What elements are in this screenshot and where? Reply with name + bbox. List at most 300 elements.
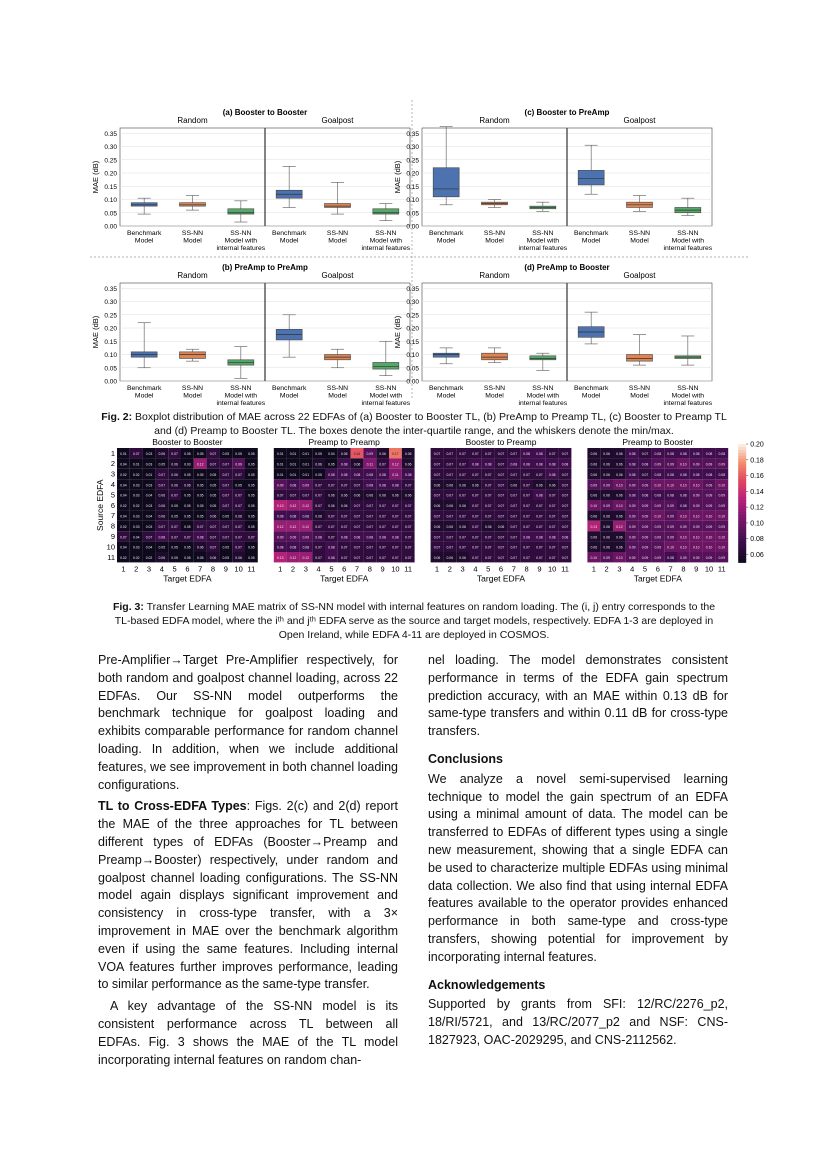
- cell-value: 0.07: [315, 504, 322, 509]
- cell-value: 0.07: [379, 514, 386, 519]
- left-paragraph-1: Pre-Amplifier→Target Pre-Amplifier respectively, for both random and goalpost channel loading, across 22 EDFAs. Our SS-NN model outperforms the benchmark technique for goalpost loading and exhibits comparable performance for random channel loading. In addition, when we include additional features, we see improvement in both channel loading configurations.: [98, 653, 398, 792]
- group-label-random: Random: [479, 116, 510, 125]
- x-tick-label: 10: [704, 564, 714, 574]
- cell-value: 0.01: [302, 472, 310, 477]
- colorbar-tick-label: 0.18: [750, 457, 764, 465]
- cell-value: 0.11: [366, 462, 373, 467]
- cell-value: 0.07: [497, 504, 505, 509]
- cell-value: 0.12: [302, 556, 310, 561]
- y-axis-label: MAE (dB): [91, 160, 100, 194]
- y-axis-label: Source EDFA: [95, 479, 105, 531]
- cell-value: 0.09: [628, 545, 636, 550]
- cell-value: 0.07: [536, 514, 543, 519]
- x-tick-label: Benchmark: [126, 230, 162, 237]
- x-tick-label: 6: [498, 564, 504, 574]
- cell-value: 0.04: [120, 514, 127, 519]
- cell-value: 0.08: [680, 504, 687, 509]
- cell-value: 0.08: [548, 535, 556, 540]
- cell-value: 0.06: [616, 514, 623, 519]
- cell-value: 0.07: [561, 483, 569, 488]
- colorbar-segment: [738, 488, 746, 491]
- cell-value: 0.07: [641, 472, 649, 477]
- x-tick-label: 10: [548, 564, 557, 574]
- colorbar: [738, 442, 764, 563]
- cell-value: 0.09: [705, 483, 713, 488]
- cell-value: 0.08: [536, 452, 543, 457]
- x-tick-label: Model with: [224, 392, 258, 400]
- cell-value: 0.09: [667, 524, 674, 529]
- cell-value: 0.09: [235, 462, 242, 467]
- cell-value: 0.17: [392, 452, 399, 457]
- cell-value: 0.09: [641, 545, 649, 550]
- cell-value: 0.05: [184, 504, 191, 509]
- colorbar-segment: [738, 497, 746, 500]
- x-tick-label: 7: [511, 564, 516, 574]
- cell-value: 0.06: [548, 483, 556, 488]
- x-tick-label: 7: [668, 564, 673, 574]
- cell-value: 0.07: [353, 545, 361, 550]
- cell-value: 0.07: [472, 452, 479, 457]
- x-tick-label: Model: [630, 237, 649, 245]
- cell-value: 0.07: [497, 452, 505, 457]
- cell-value: 0.01: [289, 472, 297, 477]
- cell-value: 0.08: [641, 462, 649, 467]
- cell-value: 0.07: [484, 483, 492, 488]
- cell-value: 0.06: [158, 452, 166, 457]
- boxplot-panel-a: [91, 108, 411, 252]
- cell-value: 0.08: [379, 483, 386, 488]
- x-tick-label: SS-NN: [532, 385, 554, 392]
- cell-value: 0.06: [315, 462, 322, 467]
- cell-value: 0.07: [222, 524, 230, 529]
- cell-value: 0.07: [235, 493, 242, 498]
- cell-value: 0.08: [392, 483, 399, 488]
- cell-value: 0.05: [171, 504, 178, 509]
- cell-value: 0.08: [667, 556, 674, 561]
- cell-value: 0.07: [459, 545, 466, 550]
- panel-title: (d) PreAmp to Booster: [524, 263, 610, 272]
- cell-value: 0.07: [548, 452, 556, 457]
- cell-value: 0.05: [222, 514, 230, 519]
- x-tick-label: 11: [404, 564, 413, 574]
- y-tick-label: 0.25: [104, 312, 117, 320]
- colorbar-segment: [738, 527, 746, 530]
- cell-value: 0.10: [718, 545, 726, 550]
- cell-value: 0.05: [196, 504, 204, 509]
- cell-value: 0.07: [472, 493, 479, 498]
- cell-value: 0.07: [446, 493, 454, 498]
- cell-value: 0.09: [628, 524, 636, 529]
- left-paragraph-3: A key advantage of the SS-NN model is its consistent performance across TL between all EDFAs. Fig. 3 shows the MAE of the TL model incorporating internal features on random chan-: [98, 999, 398, 1067]
- cell-value: 0.07: [497, 535, 505, 540]
- x-tick-label: SS-NN: [628, 385, 651, 392]
- y-tick-label: 0.30: [406, 144, 419, 152]
- cell-value: 0.07: [510, 556, 518, 561]
- cell-value: 0.07: [510, 535, 518, 540]
- cell-value: 0.07: [366, 545, 374, 550]
- cell-value: 0.09: [692, 556, 700, 561]
- cell-value: 0.10: [705, 514, 713, 519]
- x-tick-label: 1: [121, 564, 126, 574]
- x-tick-label: Model: [183, 237, 202, 245]
- cell-value: 0.09: [603, 556, 610, 561]
- cell-value: 0.05: [209, 504, 217, 509]
- cell-value: 0.07: [459, 472, 466, 477]
- colorbar-segment: [738, 536, 746, 539]
- heatmap-title: Preamp to Preamp: [308, 437, 380, 447]
- cell-value: 0.06: [484, 524, 492, 529]
- cell-value: 0.06: [433, 524, 441, 529]
- x-tick-label: 1: [591, 564, 596, 574]
- colorbar-segment: [738, 450, 746, 453]
- cell-value: 0.05: [184, 452, 191, 457]
- cell-value: 0.06: [158, 556, 166, 561]
- y-tick-label: 0.15: [406, 183, 419, 191]
- cell-value: 0.06: [446, 483, 454, 488]
- cell-value: 0.07: [459, 514, 466, 519]
- cell-value: 0.07: [472, 545, 479, 550]
- cell-value: 0.06: [603, 524, 610, 529]
- cell-value: 0.12: [392, 462, 399, 467]
- colorbar-segment: [738, 524, 746, 527]
- cell-value: 0.07: [484, 514, 492, 519]
- cell-value: 0.06: [497, 524, 505, 529]
- cell-value: 0.07: [484, 493, 492, 498]
- x-tick-label: 5: [642, 564, 648, 574]
- x-tick-label: Model: [485, 392, 504, 400]
- cell-value: 0.08: [680, 452, 687, 457]
- cell-value: 0.04: [120, 483, 127, 488]
- colorbar-segment: [738, 518, 746, 521]
- cell-value: 0.02: [132, 504, 140, 509]
- cell-value: 0.09: [680, 524, 687, 529]
- cell-value: 0.08: [328, 545, 335, 550]
- colorbar-segment: [738, 559, 746, 562]
- cell-value: 0.07: [315, 524, 322, 529]
- colorbar-segment: [738, 554, 746, 557]
- x-tick-label: internal features: [216, 400, 266, 407]
- cell-value: 0.07: [523, 472, 530, 477]
- cell-value: 0.08: [718, 452, 726, 457]
- cell-value: 0.06: [536, 483, 543, 488]
- colorbar-segment: [738, 521, 746, 524]
- cell-value: 0.04: [145, 545, 153, 550]
- cell-value: 0.12: [276, 524, 284, 529]
- cell-value: 0.07: [510, 472, 518, 477]
- cell-value: 0.06: [328, 493, 335, 498]
- y-tick-label: 0.35: [406, 285, 419, 293]
- cell-value: 0.07: [209, 452, 217, 457]
- cell-value: 0.05: [248, 462, 255, 467]
- x-tick-label: internal features: [663, 245, 713, 252]
- cell-value: 0.08: [340, 462, 348, 467]
- cell-value: 0.09: [276, 483, 284, 488]
- cell-value: 0.06: [603, 535, 610, 540]
- colorbar-segment: [738, 509, 746, 512]
- x-tick-label: Benchmark: [573, 230, 609, 237]
- cell-value: 0.07: [561, 452, 569, 457]
- cell-value: 0.12: [302, 504, 310, 509]
- x-tick-label: 2: [604, 564, 609, 574]
- y-axis-label: MAE (dB): [393, 160, 402, 194]
- cell-value: 0.05: [196, 483, 204, 488]
- cell-value: 0.09: [289, 535, 297, 540]
- cell-value: 0.06: [366, 493, 374, 498]
- cell-value: 0.09: [654, 545, 662, 550]
- cell-value: 0.12: [196, 462, 204, 467]
- cell-value: 0.07: [484, 472, 492, 477]
- cell-value: 0.07: [276, 493, 284, 498]
- cell-value: 0.08: [628, 472, 636, 477]
- colorbar-segment: [738, 512, 746, 515]
- colorbar-tick-label: 0.10: [750, 520, 764, 528]
- x-tick-label: Model: [279, 392, 299, 400]
- box-ss-nn-model-with-internal-features: [530, 356, 556, 360]
- colorbar-tick-label: 0.14: [750, 488, 764, 496]
- cell-value: 0.01: [132, 462, 140, 467]
- x-tick-label: Model with: [671, 237, 705, 245]
- acknowledgements-heading: Acknowledgements: [428, 977, 546, 992]
- cell-value: 0.05: [184, 514, 191, 519]
- cell-value: 0.10: [718, 514, 726, 519]
- cell-value: 0.02: [120, 504, 127, 509]
- box-benchmark-model: [131, 203, 157, 206]
- cell-value: 0.06: [590, 514, 598, 519]
- cell-value: 0.07: [433, 535, 441, 540]
- cell-value: 0.07: [497, 545, 505, 550]
- cell-value: 0.05: [248, 556, 255, 561]
- x-tick-label: Benchmark: [428, 230, 464, 237]
- cell-value: 0.07: [235, 545, 242, 550]
- cell-value: 0.09: [718, 462, 726, 467]
- cell-value: 0.07: [523, 514, 530, 519]
- x-tick-label: Benchmark: [271, 385, 307, 392]
- cell-value: 0.09: [641, 504, 649, 509]
- x-tick-label: internal features: [361, 245, 411, 252]
- cell-value: 0.07: [392, 514, 399, 519]
- cell-value: 0.10: [654, 483, 662, 488]
- cell-value: 0.08: [379, 472, 386, 477]
- cell-value: 0.09: [692, 493, 700, 498]
- y-tick-label: 0.25: [406, 312, 419, 320]
- cell-value: 0.06: [392, 493, 399, 498]
- cell-value: 0.07: [379, 504, 386, 509]
- cell-value: 0.09: [718, 493, 726, 498]
- y-tick-label: 0.35: [406, 130, 419, 138]
- cell-value: 0.07: [561, 504, 569, 509]
- cell-value: 0.07: [379, 556, 386, 561]
- cell-value: 0.06: [158, 504, 166, 509]
- cell-value: 0.08: [158, 535, 166, 540]
- cell-value: 0.07: [235, 524, 242, 529]
- group-label-random: Random: [177, 116, 208, 125]
- cell-value: 0.07: [353, 504, 361, 509]
- cell-value: 0.05: [184, 493, 191, 498]
- cell-value: 0.01: [302, 452, 310, 457]
- cell-value: 0.08: [289, 483, 297, 488]
- cell-value: 0.06: [433, 483, 441, 488]
- cell-value: 0.06: [590, 545, 598, 550]
- cell-value: 0.09: [718, 504, 726, 509]
- cell-value: 0.07: [561, 493, 569, 498]
- cell-value: 0.01: [120, 452, 127, 457]
- cell-value: 0.10: [654, 514, 662, 519]
- colorbar-segment: [738, 482, 746, 485]
- cell-value: 0.08: [628, 493, 636, 498]
- cell-value: 0.08: [705, 452, 713, 457]
- cell-value: 0.07: [484, 535, 492, 540]
- cell-value: 0.10: [667, 545, 674, 550]
- figure-2-caption: [98, 410, 730, 438]
- cell-value: 0.09: [718, 524, 726, 529]
- cell-value: 0.07: [536, 556, 543, 561]
- cell-value: 0.08: [366, 483, 374, 488]
- y-tick-label: 0.00: [406, 378, 419, 386]
- cell-value: 0.07: [523, 524, 530, 529]
- left-paragraph-2-text: : Figs. 2(c) and 2(d) report the MAE of the three approaches for TL between different types of EDFAs (Booster→Preamp and Preamp→Booster) respectively, under random and goalpost channel loading configurations. The SS-NN model again displays significant improvement and consistency in cross-type transfer, with a 3× improvement in MAE over the benchmark algorithm even if using the same features. Including internal VOA features further improves performance, leading to similar performance as the same-type transfer.: [98, 799, 398, 992]
- figure-2-boxplots: [90, 100, 750, 410]
- y-tick-label: 0.00: [104, 378, 117, 386]
- colorbar-segment: [738, 462, 746, 465]
- cell-value: 0.05: [222, 545, 230, 550]
- cell-value: 0.02: [120, 556, 127, 561]
- cell-value: 0.01: [145, 472, 153, 477]
- cell-value: 0.10: [616, 556, 623, 561]
- x-tick-label: SS-NN: [326, 230, 349, 237]
- cell-value: 0.06: [353, 462, 361, 467]
- cell-value: 0.09: [628, 535, 636, 540]
- cell-value: 0.04: [145, 493, 153, 498]
- y-tick-label: 0.20: [104, 170, 117, 178]
- cell-value: 0.09: [628, 483, 636, 488]
- cell-value: 0.07: [353, 556, 361, 561]
- cell-value: 0.06: [590, 493, 598, 498]
- colorbar-segment: [738, 465, 746, 468]
- cell-value: 0.07: [561, 524, 569, 529]
- cell-value: 0.03: [132, 545, 140, 550]
- cell-value: 0.08: [523, 462, 530, 467]
- cell-value: 0.09: [692, 462, 700, 467]
- cell-value: 0.05: [248, 493, 255, 498]
- cell-value: 0.07: [222, 493, 230, 498]
- cell-value: 0.07: [315, 556, 322, 561]
- box-ss-nn-model: [325, 203, 351, 207]
- cell-value: 0.06: [603, 462, 610, 467]
- x-tick-label: Model: [183, 392, 202, 400]
- cell-value: 0.09: [641, 556, 649, 561]
- boxplot-panel-d: [393, 263, 713, 407]
- x-tick-label: Model: [485, 237, 504, 245]
- cell-value: 0.07: [497, 483, 505, 488]
- x-tick-label: internal features: [361, 400, 411, 407]
- cell-value: 0.10: [692, 483, 700, 488]
- cell-value: 0.06: [603, 514, 610, 519]
- y-tick-label: 0.00: [104, 223, 117, 231]
- cell-value: 0.03: [184, 462, 191, 467]
- y-tick-label: 0.25: [104, 157, 117, 165]
- x-tick-label: Model: [328, 237, 347, 245]
- x-tick-label: 2: [134, 564, 139, 574]
- cell-value: 0.08: [366, 535, 374, 540]
- x-tick-label: 6: [185, 564, 190, 574]
- cell-value: 0.07: [536, 472, 543, 477]
- cell-value: 0.09: [705, 493, 713, 498]
- cell-value: 0.07: [497, 514, 505, 519]
- y-tick-label: 0.05: [104, 210, 117, 218]
- x-tick-label: internal features: [663, 400, 713, 407]
- cell-value: 0.07: [510, 545, 518, 550]
- cell-value: 0.10: [680, 514, 687, 519]
- cell-value: 0.06: [196, 545, 204, 550]
- cell-value: 0.02: [145, 556, 153, 561]
- cell-value: 0.07: [145, 535, 153, 540]
- cell-value: 0.07: [548, 545, 556, 550]
- cell-value: 0.09: [641, 524, 649, 529]
- cell-value: 0.07: [497, 493, 505, 498]
- cell-value: 0.08: [289, 514, 297, 519]
- cell-value: 0.09: [667, 462, 674, 467]
- x-axis-label: Target EDFA: [163, 573, 212, 584]
- cell-value: 0.07: [235, 535, 242, 540]
- x-tick-label: 8: [367, 564, 372, 574]
- colorbar-segment: [738, 456, 746, 459]
- x-tick-label: Model: [436, 392, 456, 400]
- cell-value: 0.05: [196, 452, 204, 457]
- y-tick-label: 7: [110, 511, 115, 521]
- cell-value: 0.05: [158, 545, 166, 550]
- cell-value: 0.05: [196, 514, 204, 519]
- group-label-random: Random: [177, 271, 208, 280]
- colorbar-segment: [738, 551, 746, 554]
- x-tick-label: 5: [329, 564, 334, 574]
- cell-value: 0.16: [353, 452, 361, 457]
- x-tick-label: Model: [630, 392, 649, 400]
- x-tick-label: SS-NN: [230, 385, 252, 392]
- cell-value: 0.05: [158, 462, 166, 467]
- x-tick-label: Model: [134, 392, 154, 400]
- cell-value: 0.06: [184, 483, 191, 488]
- heatmap-booster-to-booster: [117, 437, 258, 583]
- colorbar-segment: [738, 444, 746, 447]
- cell-value: 0.06: [446, 524, 454, 529]
- cell-value: 0.06: [404, 452, 412, 457]
- x-tick-label: SS-NN: [532, 230, 554, 237]
- cell-value: 0.07: [353, 524, 361, 529]
- cell-value: 0.07: [171, 524, 178, 529]
- x-tick-label: Model with: [369, 237, 403, 245]
- box-ss-nn-model-with-internal-features: [373, 362, 399, 369]
- cell-value: 0.07: [446, 514, 454, 519]
- y-tick-label: 11: [107, 552, 115, 562]
- cell-value: 0.07: [561, 556, 569, 561]
- cell-value: 0.01: [302, 462, 310, 467]
- cell-value: 0.08: [523, 452, 530, 457]
- cell-value: 0.09: [667, 535, 674, 540]
- cell-value: 0.07: [561, 545, 569, 550]
- left-paragraph-2: [98, 798, 398, 994]
- left-column: [98, 652, 398, 1069]
- colorbar-segment: [738, 503, 746, 506]
- x-tick-label: 5: [486, 564, 491, 574]
- cell-value: 0.05: [248, 483, 255, 488]
- cell-value: 0.07: [328, 524, 335, 529]
- cell-value: 0.07: [548, 493, 556, 498]
- cell-value: 0.07: [315, 483, 322, 488]
- cell-value: 0.05: [235, 452, 242, 457]
- cell-value: 0.07: [158, 472, 166, 477]
- cell-value: 0.07: [379, 524, 386, 529]
- cell-value: 0.06: [404, 462, 412, 467]
